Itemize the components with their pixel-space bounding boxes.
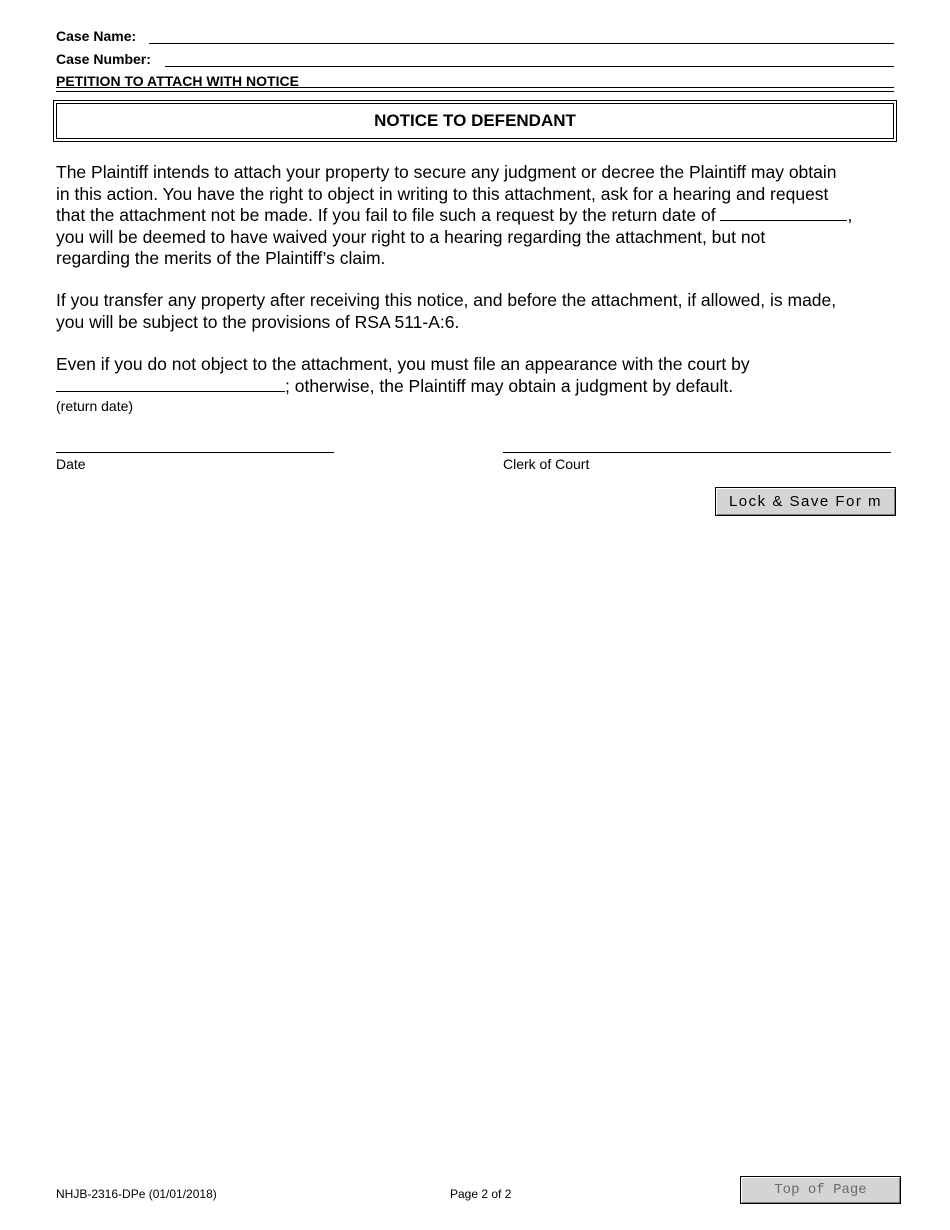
para2-line2: you will be subject to the provisions of RSA 511-A:6.	[56, 311, 460, 332]
date-signature-line[interactable]	[56, 452, 334, 453]
notice-paragraph-2	[56, 290, 906, 333]
para2-line1: If you transfer any property after receiving this notice, and before the attachment, if allowed, is made,	[56, 290, 837, 310]
appearance-date-field[interactable]	[56, 377, 285, 392]
para1-line4: you will be deemed to have waived your right to a hearing regarding the attachment, but not	[56, 226, 766, 247]
date-label: Date	[56, 456, 86, 472]
notice-paragraph-1	[56, 162, 906, 270]
case-name-label: Case Name:	[56, 28, 137, 44]
return-date-field-1[interactable]	[720, 206, 847, 221]
case-number-label: Case Number:	[56, 51, 151, 67]
para1-line1: The Plaintiff intends to attach your property to secure any judgment or decree the Plaintiff may obtain	[56, 162, 837, 182]
notice-title-box	[53, 100, 897, 142]
clerk-signature-line[interactable]	[503, 452, 891, 453]
return-date-caption: (return date)	[56, 398, 134, 414]
para1-line2: in this action. You have the right to object in writing to this attachment, ask for a hearing and request	[56, 183, 829, 204]
para1-line3-text: that the attachment not be made. If you fail to file such a request by the return date of	[56, 205, 721, 225]
form-title: PETITION TO ATTACH WITH NOTICE	[56, 73, 299, 89]
notice-title: NOTICE TO DEFENDANT	[56, 103, 894, 139]
clerk-label: Clerk of Court	[503, 456, 590, 472]
para1-line5: regarding the merits of the Plaintiff’s claim.	[56, 248, 386, 268]
case-name-field[interactable]	[149, 43, 894, 44]
header-divider	[56, 87, 894, 92]
lock-save-form-button[interactable]: Lock & Save For m	[715, 487, 896, 516]
notice-paragraph-3	[56, 354, 906, 397]
para1-line3	[56, 205, 906, 227]
form-id: NHJB-2316-DPe (01/01/2018)	[56, 1187, 217, 1201]
case-number-field[interactable]	[165, 66, 894, 67]
top-of-page-button[interactable]: Top of Page	[740, 1176, 901, 1204]
page-number: Page 2 of 2	[450, 1187, 512, 1201]
para3-line2-text: ; otherwise, the Plaintiff may obtain a judgment by default.	[285, 375, 734, 396]
para3-line1: Even if you do not object to the attachment, you must file an appearance with the court by	[56, 354, 750, 374]
para1-line3-comma: ,	[847, 205, 853, 225]
para3-line2	[56, 376, 906, 398]
